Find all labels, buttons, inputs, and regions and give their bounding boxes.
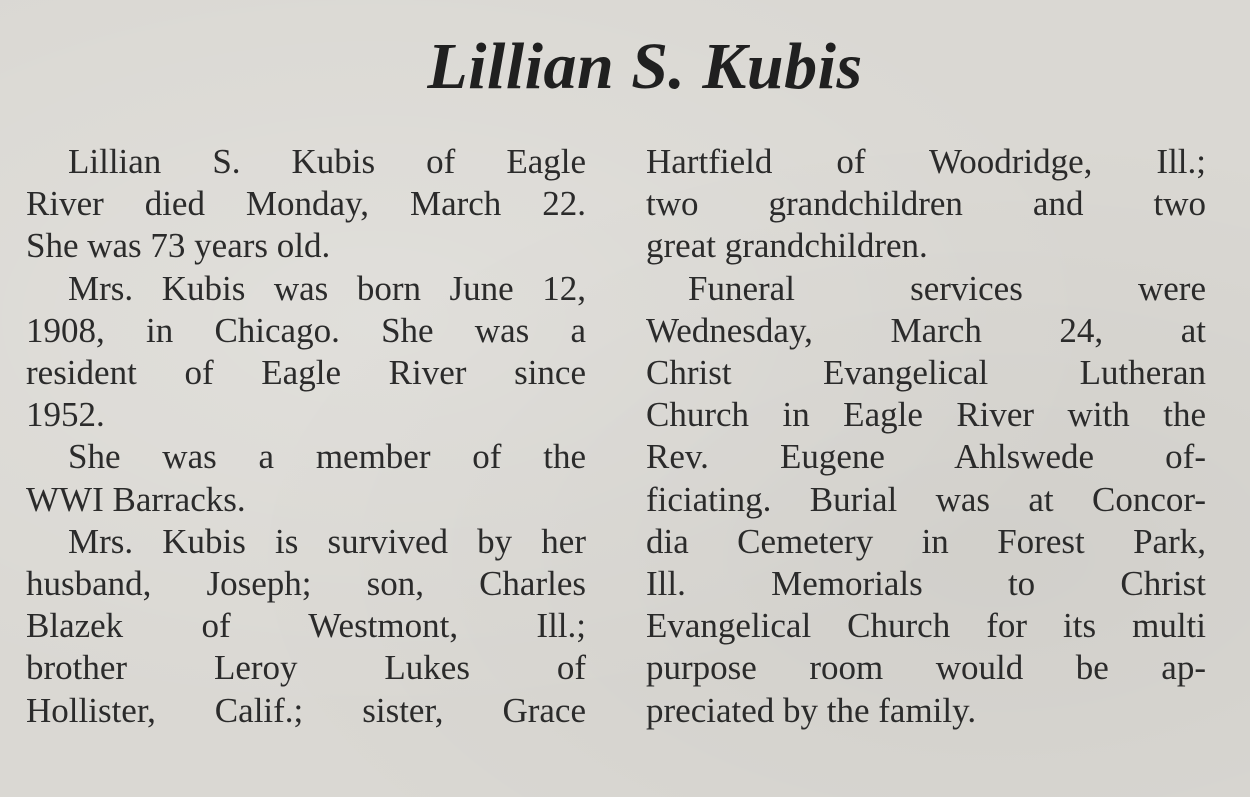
- text-line: Hollister, Calif.; sister, Grace: [26, 690, 586, 730]
- text-line: husband, Joseph; son, Charles: [26, 564, 586, 604]
- text-line: ficiating. Burial was at Concor-: [646, 479, 1206, 519]
- text-line: Church in Eagle River with the: [646, 395, 1206, 435]
- text-line: Hartfield of Woodridge, Ill.;: [646, 142, 1206, 181]
- text-line: 1952.: [26, 395, 105, 435]
- text-line: Ill. Memorials to Christ: [646, 564, 1206, 604]
- text-line: preciated by the family.: [646, 690, 977, 730]
- text-line: River died Monday, March 22.: [26, 184, 586, 224]
- text-line: purpose room would be ap-: [646, 648, 1206, 688]
- text-line: Funeral services were: [688, 268, 1206, 308]
- text-line: Blazek of Westmont, Ill.;: [26, 606, 586, 646]
- text-line: great grandchildren.: [646, 226, 928, 266]
- text-line: Mrs. Kubis is survived by her: [68, 521, 586, 561]
- text-line: Wednesday, March 24, at: [646, 310, 1206, 350]
- right-column: [646, 141, 1206, 732]
- text-line: 1908, in Chicago. She was a: [26, 310, 586, 350]
- text-line: She was a member of the: [68, 437, 586, 477]
- text-line: Evangelical Church for its multi: [646, 606, 1206, 646]
- text-line: Christ Evangelical Lutheran: [646, 353, 1206, 393]
- text-line: dia Cemetery in Forest Park,: [646, 521, 1206, 561]
- obituary-headline: Lillian S. Kubis: [427, 30, 863, 103]
- text-line: She was 73 years old.: [26, 226, 331, 266]
- text-line: resident of Eagle River since: [26, 353, 586, 393]
- text-line: brother Leroy Lukes of: [26, 648, 586, 688]
- text-line: Lillian S. Kubis of Eagle: [68, 142, 586, 181]
- text-line: WWI Barracks.: [26, 479, 246, 519]
- text-line: Rev. Eugene Ahlswede of-: [646, 437, 1206, 477]
- left-column: [26, 141, 586, 732]
- text-line: Mrs. Kubis was born June 12,: [68, 268, 586, 308]
- text-line: two grandchildren and two: [646, 184, 1206, 224]
